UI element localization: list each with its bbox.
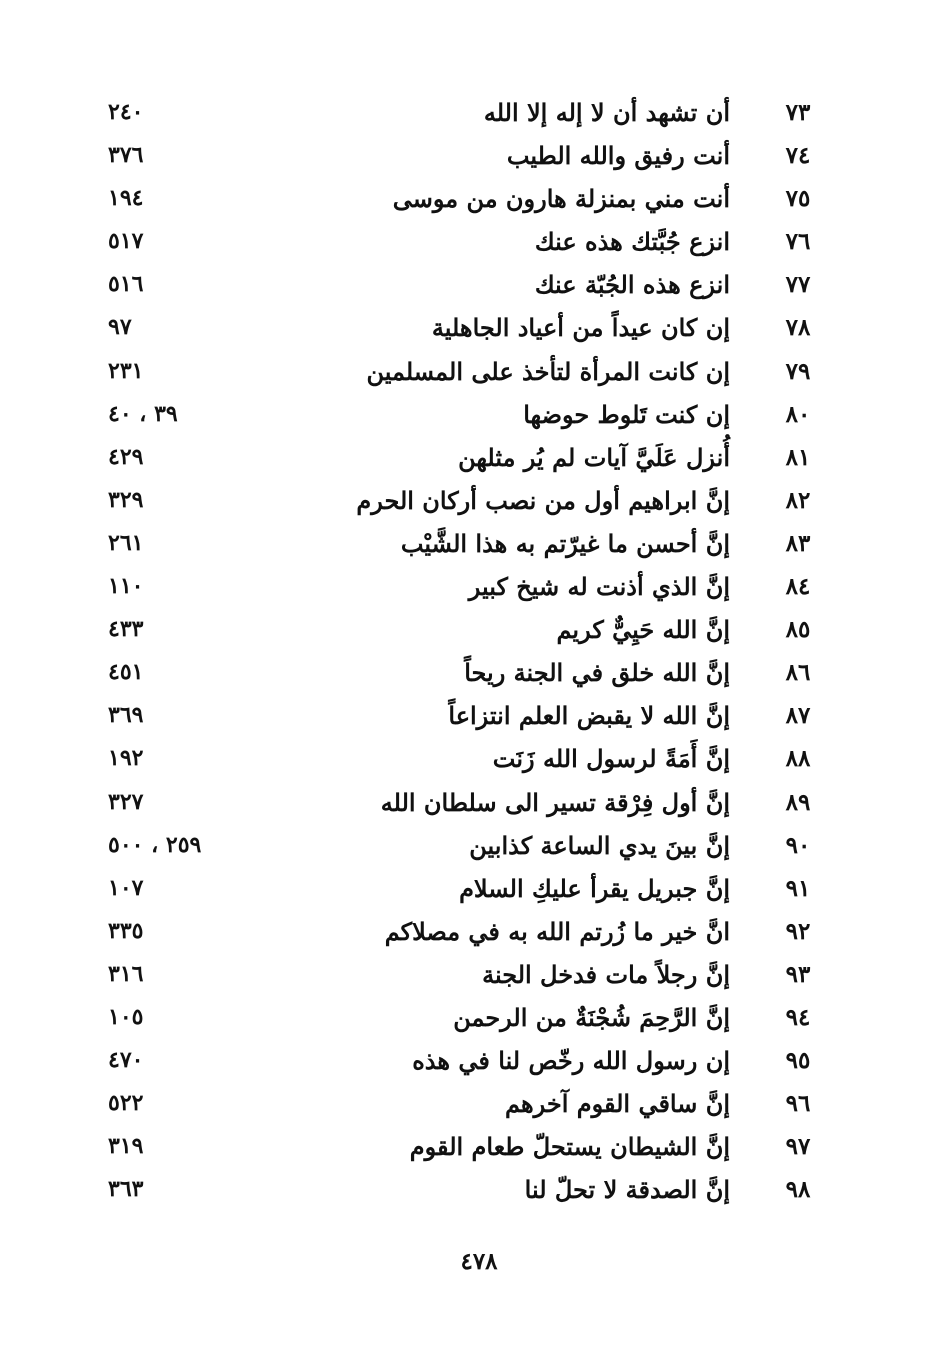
index-entry	[90, 1039, 830, 1082]
entry-page-reference	[90, 608, 238, 651]
index-entry	[90, 1125, 830, 1168]
entry-number: ٧٨	[785, 314, 811, 342]
entry-page-numbers: ٤٣٣	[108, 616, 144, 643]
entry-page-numbers: ٤٥١	[108, 659, 144, 686]
index-entry	[90, 608, 830, 651]
entry-number: ٧٦	[785, 228, 811, 256]
entry-page-numbers: ٣٢٧	[108, 788, 144, 815]
entry-page-numbers: ٩٧	[108, 314, 132, 341]
entry-page-numbers: ١٩٤	[108, 185, 144, 212]
entry-text: أنت رفيق والله الطيب	[506, 141, 730, 171]
entry-text: أن تشهد أن لا إله إلا الله	[483, 98, 730, 127]
entry-page-numbers: ٤٢٩	[108, 443, 144, 470]
entry-number: ٧٩	[785, 357, 811, 385]
entry-page-numbers: ٥١٧	[108, 228, 144, 255]
entry-page-numbers: ٢٦١	[108, 529, 144, 556]
entry-page-reference	[90, 220, 238, 263]
index-entry	[90, 737, 830, 780]
entry-page-reference	[90, 996, 238, 1039]
entry-number: ٨٣	[785, 529, 811, 557]
entry-number: ٨٤	[785, 573, 811, 601]
entry-page-reference	[90, 263, 238, 306]
entry-page-reference	[90, 177, 238, 220]
entry-page-reference	[90, 694, 238, 737]
index-entry	[90, 220, 830, 263]
entry-page-reference	[90, 522, 238, 565]
entry-text: إنَّ بينَ يدي الساعة كذابين	[469, 830, 730, 860]
entry-number: ٩٤	[785, 1003, 811, 1031]
entry-text: إنَّ أول فِرْقة تسير الى سلطان الله	[380, 787, 730, 817]
entry-text: إنَّ الله لا يقبض العلم انتزاعاً	[448, 701, 730, 731]
index-entry	[90, 350, 830, 393]
index-entry	[90, 134, 830, 177]
entry-page-reference	[90, 479, 238, 522]
entry-page-reference	[90, 1125, 238, 1168]
entry-text: انَّ خير ما زُرتم الله به في مصلاكم	[384, 916, 730, 946]
entry-number: ٨٧	[785, 702, 811, 730]
entry-page-reference	[90, 1168, 238, 1211]
entry-text: إنَّ رجلاً مات فدخل الجنة	[482, 959, 730, 989]
entry-number: ٨٥	[785, 616, 811, 644]
entry-text: انزع هذه الجُبّة عنك	[534, 270, 730, 300]
entry-page-numbers: ٢٥٩ ، ٥٠٠	[108, 831, 202, 858]
entry-page-reference	[90, 91, 238, 134]
entry-page-reference	[90, 651, 238, 694]
entry-page-numbers: ٢٤٠	[108, 99, 144, 125]
entry-page-numbers: ٢٣١	[108, 357, 144, 384]
entry-text: إن كانت المرأة لتأخذ على المسلمين	[366, 356, 730, 386]
entry-page-numbers: ٣٣٥	[108, 917, 144, 944]
entry-page-reference	[90, 824, 238, 867]
entry-page-numbers: ٣٦٣	[108, 1176, 144, 1203]
entry-page-reference	[90, 867, 238, 910]
entry-number: ٨٠	[785, 400, 811, 428]
entry-text: إنَّ الله خلق في الجنة ريحاً	[464, 658, 730, 688]
entry-text: إن كان عيداً من أعياد الجاهلية	[431, 313, 730, 343]
entry-number: ٩٧	[785, 1133, 811, 1161]
entry-text: انزع جُبَّتك هذه عنك	[534, 227, 730, 257]
entry-text: إنَّ ابراهيم أول من نصب أركان الحرم	[356, 485, 730, 515]
entry-number: ٩٠	[785, 831, 811, 859]
entry-text: إنَّ أَمَةً لرسول الله زَنَت	[492, 744, 730, 774]
entry-page-numbers: ٥١٦	[108, 271, 144, 298]
entry-page-numbers: ٣٩ ، ٤٠	[108, 400, 178, 427]
index-entry	[90, 867, 830, 910]
index-entry	[90, 1082, 830, 1125]
entry-text: إنَّ الصدقة لا تحلّ لنا	[524, 1175, 730, 1205]
index-entry	[90, 694, 830, 737]
entry-page-numbers: ٣١٦	[108, 960, 144, 987]
index-entry	[90, 1168, 830, 1211]
entry-number: ٩٨	[785, 1176, 811, 1204]
entry-text: إن رسول الله رخّص لنا في هذه	[412, 1046, 730, 1076]
entry-page-numbers: ١٠٧	[108, 874, 144, 901]
entry-page-reference	[90, 134, 238, 177]
entry-number: ٩١	[785, 874, 811, 902]
entry-text: إنَّ الذي أذنت له شيخ كبير	[468, 572, 730, 602]
entry-page-reference	[90, 953, 238, 996]
entry-text: أُنزل عَلَيَّ آيات لم يُر مثلهن	[458, 442, 730, 472]
index-entry	[90, 306, 830, 349]
entry-text: إنَّ الرَّحِمَ شُجْنَةٌ من الرحمن	[453, 1002, 730, 1032]
entry-page-reference	[90, 1082, 238, 1125]
index-entry	[90, 393, 830, 436]
entry-page-reference	[90, 350, 238, 393]
entry-text: إنَّ الشيطان يستحلّ طعام القوم	[409, 1132, 730, 1162]
entry-page-reference	[90, 565, 238, 608]
index-entry	[90, 565, 830, 608]
entry-number: ٩٥	[785, 1047, 811, 1075]
index-entry	[90, 781, 830, 824]
entry-page-numbers: ٤٧٠	[108, 1047, 144, 1074]
entry-number: ٨١	[785, 443, 811, 471]
entry-number: ٨٩	[785, 788, 811, 816]
entry-text: إن كنت تَلوط حوضها	[523, 399, 730, 429]
entry-number: ٨٦	[785, 659, 811, 687]
entry-number: ٧٣	[785, 99, 811, 126]
index-entry	[90, 479, 830, 522]
index-entry	[90, 436, 830, 479]
entry-page-numbers: ٣٦٩	[108, 702, 144, 729]
entry-page-numbers: ١٠٥	[108, 1003, 144, 1030]
hadith-index-list	[90, 91, 830, 1211]
entry-page-numbers: ١٩٢	[108, 745, 144, 772]
entry-page-reference	[90, 781, 238, 824]
entry-number: ٨٢	[785, 486, 811, 514]
entry-number: ٧٧	[785, 271, 811, 299]
page-number: ٤٧٨	[460, 1248, 498, 1275]
entry-page-reference	[90, 306, 238, 349]
entry-page-reference	[90, 910, 238, 953]
entry-text: إنَّ الله حَيِيٌّ كريم	[556, 615, 730, 645]
entry-number: ٩٦	[785, 1090, 811, 1118]
entry-text: إنَّ ساقي القوم آخرهم	[504, 1089, 730, 1119]
entry-page-numbers: ٣٢٩	[108, 486, 144, 513]
index-entry	[90, 522, 830, 565]
entry-text: إنَّ أحسن ما غيرّتم به هذا الشَّيْب	[400, 528, 730, 558]
entry-number: ٧٥	[785, 185, 811, 213]
entry-text: إنَّ جبريل يقرأ عليكِ السلام	[459, 873, 730, 903]
entry-page-numbers: ١١٠	[108, 573, 144, 600]
entry-page-reference	[90, 737, 238, 780]
index-entry	[90, 824, 830, 867]
entry-page-numbers: ٣١٩	[108, 1133, 144, 1160]
entry-page-numbers: ٣٧٦	[108, 142, 144, 169]
entry-page-numbers: ٥٢٢	[108, 1090, 144, 1117]
entry-number: ٨٨	[785, 745, 811, 773]
index-entry	[90, 910, 830, 953]
index-entry	[90, 263, 830, 306]
entry-text: أنت مني بمنزلة هارون من موسى	[392, 184, 730, 214]
index-entry	[90, 953, 830, 996]
index-entry	[90, 996, 830, 1039]
entry-page-reference	[90, 393, 238, 436]
index-entry	[90, 91, 830, 134]
index-entry	[90, 177, 830, 220]
entry-number: ٧٤	[785, 142, 811, 170]
index-entry	[90, 651, 830, 694]
entry-number: ٩٣	[785, 960, 811, 988]
entry-page-reference	[90, 436, 238, 479]
entry-number: ٩٢	[785, 917, 811, 945]
entry-page-reference	[90, 1039, 238, 1082]
